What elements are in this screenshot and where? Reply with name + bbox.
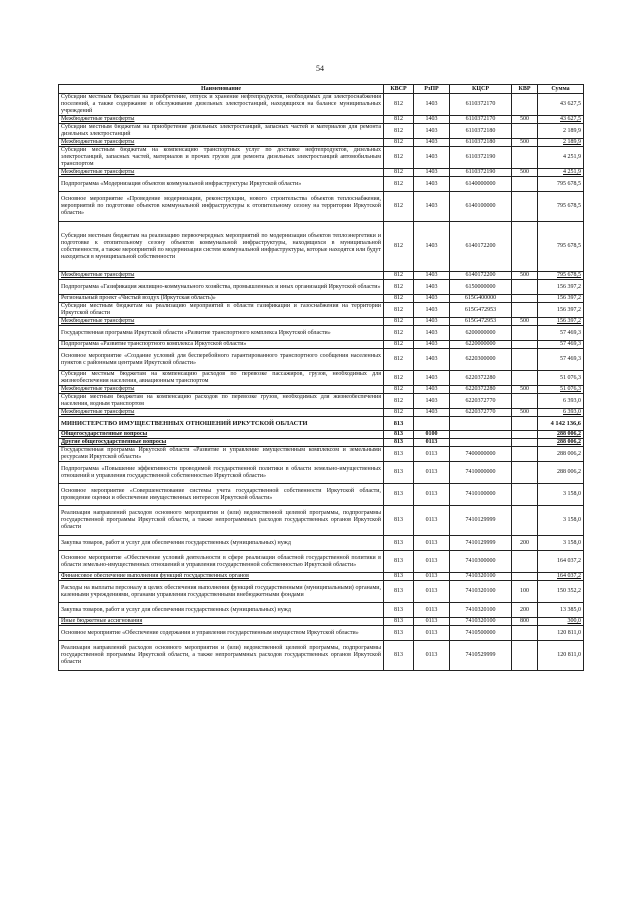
cell-name: Межбюджетные трансферты [59, 318, 384, 326]
cell-rzpr: 1403 [414, 147, 450, 169]
cell-name: Подпрограмма «Развитие транспортного комплекса Иркутской области» [59, 341, 384, 349]
table-row [59, 272, 584, 280]
header-name: Наименование [59, 85, 384, 94]
cell-kcsr: 7400000000 [450, 447, 512, 462]
cell-sum: 288 006,2 [538, 447, 584, 462]
cell-name: Межбюджетные трансферты [59, 169, 384, 177]
cell-kvsr: 813 [384, 581, 414, 603]
cell-kvr: 500 [512, 116, 538, 124]
cell-kcsr: 6220372770 [450, 409, 512, 417]
cell-sum: 795 678,5 [538, 272, 584, 280]
cell-rzpr: 1403 [414, 371, 450, 386]
cell-kvr [512, 326, 538, 341]
cell-rzpr: 1403 [414, 116, 450, 124]
cell-kvr: 500 [512, 272, 538, 280]
cell-kvr [512, 124, 538, 139]
cell-sum: 164 037,2 [538, 551, 584, 573]
cell-name: Общегосударственные вопросы [59, 431, 384, 439]
cell-kcsr: 7410320100 [450, 603, 512, 618]
cell-kvsr: 812 [384, 386, 414, 394]
cell-kvr [512, 447, 538, 462]
cell-name: Подпрограмма «Повышение эффективности проводимой государственной политики в области земельно-имущественных отношений и управления государственной собственностью Иркутской области» [59, 462, 384, 484]
table-row [59, 139, 584, 147]
cell-kvsr: 813 [384, 641, 414, 671]
cell-rzpr [414, 417, 450, 431]
table-row [59, 551, 584, 573]
table-row [59, 386, 584, 394]
cell-name: Региональный проект «Чистый воздух (Иркутская область)» [59, 295, 384, 303]
table-row [59, 581, 584, 603]
cell-kvr: 500 [512, 139, 538, 147]
cell-name: Закупка товаров, работ и услуг для обеспечения государственных (муниципальных) нужд [59, 603, 384, 618]
table-row [59, 506, 584, 536]
cell-kcsr: 6140172200 [450, 222, 512, 272]
cell-sum: 150 352,2 [538, 581, 584, 603]
cell-rzpr: 1403 [414, 280, 450, 295]
cell-sum: 156 397,2 [538, 295, 584, 303]
cell-kcsr: 7410500000 [450, 626, 512, 641]
table-row [59, 341, 584, 349]
cell-name: Подпрограмма «Газификация жилищно-коммунального хозяйства, промышленных и иных организаций Иркутской области» [59, 280, 384, 295]
cell-kcsr: 6220000000 [450, 341, 512, 349]
cell-kvsr: 813 [384, 447, 414, 462]
cell-name: Межбюджетные трансферты [59, 272, 384, 280]
cell-sum: 164 037,2 [538, 573, 584, 581]
table-row [59, 394, 584, 409]
cell-kvr: 100 [512, 581, 538, 603]
cell-rzpr: 1403 [414, 192, 450, 222]
cell-sum: 2 189,9 [538, 139, 584, 147]
cell-name: Основное мероприятие «Обеспечение условий деятельности в сфере реализации областной государственной политики в области земельно-имущественных отношений и управления государственной собственностью Иркутской области» [59, 551, 384, 573]
cell-kvr: 500 [512, 169, 538, 177]
cell-kvsr: 813 [384, 462, 414, 484]
cell-kcsr: 615G472953 [450, 303, 512, 318]
cell-sum: 3 158,0 [538, 484, 584, 506]
cell-kcsr: 7410320100 [450, 573, 512, 581]
cell-name: Основное мероприятие «Создание условий для бесперебойного гарантированного транспортного сообщения населенных пунктов с районными центрами Иркутской области» [59, 349, 384, 371]
cell-name: Субсидии местным бюджетам на реализацию первоочередных мероприятий по модернизации объектов теплоэнергетики и подготовке к отопительному сезону объектов коммунальной инфраструктуры, находящихся в муниципальной собственности, а также мероприятий по модернизации систем коммунальной инфраструктуры, которые находятся или будут находиться в муниципальной собственности [59, 222, 384, 272]
cell-kvsr: 813 [384, 626, 414, 641]
cell-name: Государственная программа Иркутской области «Развитие транспортного комплекса Иркутской области» [59, 326, 384, 341]
table-row [59, 116, 584, 124]
table-row [59, 536, 584, 551]
cell-name: Закупка товаров, работ и услуг для обеспечения государственных (муниципальных) нужд [59, 536, 384, 551]
cell-kvr [512, 641, 538, 671]
cell-rzpr: 1403 [414, 94, 450, 116]
table-row [59, 641, 584, 671]
cell-name: Субсидии местным бюджетам на приобретение дизельных электростанций, запасных частей и материалов для ремонта дизельных электростанций [59, 124, 384, 139]
cell-kvr [512, 147, 538, 169]
cell-kvsr: 813 [384, 431, 414, 439]
cell-rzpr: 0113 [414, 484, 450, 506]
cell-sum: 57 469,3 [538, 326, 584, 341]
cell-kvr [512, 371, 538, 386]
cell-sum: 51 076,3 [538, 386, 584, 394]
cell-rzpr: 1403 [414, 349, 450, 371]
cell-kvsr: 813 [384, 417, 414, 431]
cell-name: Реализация направлений расходов основного мероприятия и (или) ведомственной целевой программы, подпрограммы государственной программы Иркутской области, а также непрограммных расходов государственных органов Иркутской области [59, 506, 384, 536]
table-row [59, 177, 584, 192]
cell-kvr [512, 484, 538, 506]
cell-kcsr: 7410129999 [450, 506, 512, 536]
cell-kvr [512, 573, 538, 581]
cell-sum: 3 158,0 [538, 536, 584, 551]
cell-rzpr: 1403 [414, 326, 450, 341]
cell-rzpr: 1403 [414, 303, 450, 318]
cell-kvr [512, 626, 538, 641]
cell-name: Основное мероприятие «Совершенствование системы учета государственной собственности Иркутской области, проведение оценки и обеспечение имущественных интересов Иркутской области» [59, 484, 384, 506]
cell-name: Подпрограмма «Модернизация объектов коммунальной инфраструктуры Иркутской области» [59, 177, 384, 192]
cell-rzpr: 1403 [414, 386, 450, 394]
cell-kcsr: 7410300000 [450, 551, 512, 573]
cell-kcsr: 6220300000 [450, 349, 512, 371]
table-row [59, 371, 584, 386]
cell-rzpr: 0113 [414, 506, 450, 536]
cell-sum: 4 251,9 [538, 147, 584, 169]
cell-kvr [512, 349, 538, 371]
cell-kvsr: 812 [384, 222, 414, 272]
cell-rzpr: 0113 [414, 573, 450, 581]
table-row [59, 626, 584, 641]
table-row [59, 431, 584, 439]
header-kvr: КВР [512, 85, 538, 94]
cell-kvsr: 812 [384, 116, 414, 124]
cell-name: Расходы на выплаты персоналу в целях обеспечения выполнения функций государственными (муниципальными) органами, казенными учреждениями, органами управления государственными внебюджетными фондами [59, 581, 384, 603]
cell-kvr [512, 177, 538, 192]
cell-kvsr: 812 [384, 409, 414, 417]
table-row [59, 169, 584, 177]
cell-kcsr: 6150000000 [450, 280, 512, 295]
budget-table [58, 84, 584, 671]
header-kcsr: КЦСР [450, 85, 512, 94]
cell-kvsr: 812 [384, 341, 414, 349]
cell-name: Государственная программа Иркутской области «Развитие и управление имущественным комплексом и земельными ресурсами Иркутской области» [59, 447, 384, 462]
cell-rzpr: 0113 [414, 618, 450, 626]
cell-sum: 288 006,2 [538, 462, 584, 484]
table-row [59, 94, 584, 116]
cell-kvsr: 812 [384, 147, 414, 169]
cell-rzpr: 1403 [414, 272, 450, 280]
cell-kvsr: 812 [384, 169, 414, 177]
table-row [59, 417, 584, 431]
cell-kvsr: 812 [384, 295, 414, 303]
cell-name: Реализация направлений расходов основного мероприятия и (или) ведомственной целевой программы, подпрограммы государственной программы Иркутской области, а также непрограммных расходов государственных органов Иркутской области [59, 641, 384, 671]
table-row [59, 447, 584, 462]
cell-kcsr [450, 439, 512, 447]
table-row [59, 192, 584, 222]
cell-name: Межбюджетные трансферты [59, 409, 384, 417]
cell-kcsr [450, 431, 512, 439]
table-row [59, 462, 584, 484]
cell-sum: 51 076,3 [538, 371, 584, 386]
cell-kcsr: 7410000000 [450, 462, 512, 484]
cell-rzpr: 1403 [414, 222, 450, 272]
cell-rzpr: 0113 [414, 447, 450, 462]
table-row [59, 618, 584, 626]
table-row [59, 349, 584, 371]
cell-rzpr: 0113 [414, 439, 450, 447]
cell-rzpr: 1403 [414, 341, 450, 349]
header-kvsr: КВСР [384, 85, 414, 94]
table-row [59, 409, 584, 417]
cell-sum: 43 627,5 [538, 116, 584, 124]
table-row [59, 439, 584, 447]
cell-name: Субсидии местным бюджетам на реализацию мероприятий в области газификации и газоснабжения на территории Иркутской области [59, 303, 384, 318]
cell-kcsr: 615G472953 [450, 318, 512, 326]
cell-name: Субсидии местным бюджетам на компенсацию расходов по перевозке пассажиров, грузов, необходимых для жизнеобеспечения населения, авиационным транспортом [59, 371, 384, 386]
cell-kcsr: 6110372170 [450, 94, 512, 116]
cell-kvsr: 813 [384, 551, 414, 573]
cell-sum: 120 811,0 [538, 641, 584, 671]
cell-sum: 57 469,3 [538, 341, 584, 349]
cell-sum: 120 811,0 [538, 626, 584, 641]
cell-kcsr: 6140172200 [450, 272, 512, 280]
cell-kvsr: 813 [384, 618, 414, 626]
header-rzpr: РзПР [414, 85, 450, 94]
cell-sum: 795 678,5 [538, 177, 584, 192]
cell-name: Межбюджетные трансферты [59, 139, 384, 147]
cell-kvr: 200 [512, 536, 538, 551]
page-number: 54 [316, 64, 324, 73]
cell-name: МИНИСТЕРСТВО ИМУЩЕСТВЕННЫХ ОТНОШЕНИЙ ИРКУТСКОЙ ОБЛАСТИ [59, 417, 384, 431]
cell-sum: 795 678,5 [538, 222, 584, 272]
cell-kvr [512, 506, 538, 536]
cell-kvr [512, 280, 538, 295]
cell-kcsr: 7410100000 [450, 484, 512, 506]
cell-sum: 43 627,5 [538, 94, 584, 116]
cell-kcsr: 7410129999 [450, 536, 512, 551]
cell-name: Основное мероприятие «Обеспечение содержания и управления государственным имуществом Иркутской области» [59, 626, 384, 641]
cell-kvsr: 812 [384, 272, 414, 280]
cell-sum: 288 006,2 [538, 439, 584, 447]
cell-kvsr: 812 [384, 94, 414, 116]
cell-kvr: 800 [512, 618, 538, 626]
cell-kcsr: 6110372190 [450, 147, 512, 169]
table-row [59, 147, 584, 169]
cell-kcsr: 6140100000 [450, 192, 512, 222]
cell-kcsr: 615G400000 [450, 295, 512, 303]
cell-kvsr: 812 [384, 124, 414, 139]
cell-kvr [512, 394, 538, 409]
cell-name: Субсидии местным бюджетам на приобретение, отпуск и хранение нефтепродуктов, необходимых для электроснабжения поселений, а также содержание и обслуживание дизельных электростанций, находящихся на балансе муниципальных учреждений [59, 94, 384, 116]
cell-kcsr: 6220372770 [450, 394, 512, 409]
cell-kvr [512, 341, 538, 349]
cell-kcsr: 6220372280 [450, 386, 512, 394]
table-row [59, 484, 584, 506]
cell-kvr [512, 551, 538, 573]
cell-sum: 288 006,2 [538, 431, 584, 439]
cell-kcsr: 6110372180 [450, 124, 512, 139]
cell-kvsr: 813 [384, 439, 414, 447]
cell-kvsr: 812 [384, 303, 414, 318]
cell-name: Субсидии местным бюджетам на компенсацию расходов по перевозке грузов, необходимых для жизнеобеспечения населения, водным транспортом [59, 394, 384, 409]
cell-rzpr: 0113 [414, 641, 450, 671]
cell-rzpr: 0113 [414, 462, 450, 484]
cell-name: Основное мероприятие «Проведение модернизации, реконструкции, нового строительства объектов теплоснабжения, мероприятий по подготовке объектов коммунальной инфраструктуры к отопительному сезону на территории Иркутской области» [59, 192, 384, 222]
cell-kcsr: 6110372190 [450, 169, 512, 177]
table-header-row [59, 85, 584, 94]
cell-name: Межбюджетные трансферты [59, 116, 384, 124]
cell-kvsr: 812 [384, 177, 414, 192]
cell-rzpr: 0113 [414, 626, 450, 641]
cell-sum: 156 397,2 [538, 280, 584, 295]
cell-kvsr: 813 [384, 603, 414, 618]
table-row [59, 326, 584, 341]
cell-kvsr: 812 [384, 371, 414, 386]
cell-kcsr: 7410529999 [450, 641, 512, 671]
cell-kvsr: 812 [384, 139, 414, 147]
cell-kvr [512, 192, 538, 222]
cell-sum: 300,0 [538, 618, 584, 626]
cell-name: Другие общегосударственные вопросы [59, 439, 384, 447]
cell-kvr: 500 [512, 318, 538, 326]
cell-sum: 4 251,9 [538, 169, 584, 177]
cell-kvr [512, 222, 538, 272]
cell-rzpr: 1403 [414, 318, 450, 326]
cell-kvsr: 812 [384, 280, 414, 295]
cell-kcsr: 7410320100 [450, 581, 512, 603]
cell-kvr: 500 [512, 386, 538, 394]
cell-kcsr: 6110372170 [450, 116, 512, 124]
cell-rzpr: 1403 [414, 394, 450, 409]
cell-kvsr: 813 [384, 573, 414, 581]
table-row [59, 303, 584, 318]
cell-rzpr: 0113 [414, 603, 450, 618]
cell-sum: 795 678,5 [538, 192, 584, 222]
cell-name: Финансовое обеспечение выполнения функций государственных органов [59, 573, 384, 581]
cell-sum: 156 397,2 [538, 303, 584, 318]
cell-kvsr: 812 [384, 192, 414, 222]
cell-kvr [512, 417, 538, 431]
table-row [59, 318, 584, 326]
cell-sum: 6 393,0 [538, 394, 584, 409]
cell-kcsr [450, 417, 512, 431]
cell-kvsr: 812 [384, 326, 414, 341]
cell-rzpr: 1403 [414, 139, 450, 147]
cell-name: Субсидии местным бюджетам на компенсацию транспортных услуг по доставке нефтепродуктов, дизельных электростанций, запасных частей, материалов и прочих грузов для ремонта дизельных электростанций автомобильным транспортом [59, 147, 384, 169]
cell-kvr: 500 [512, 409, 538, 417]
cell-kvsr: 812 [384, 394, 414, 409]
table-row [59, 280, 584, 295]
cell-sum: 57 469,3 [538, 349, 584, 371]
cell-name: Межбюджетные трансферты [59, 386, 384, 394]
cell-kcsr: 7410320100 [450, 618, 512, 626]
cell-kvr [512, 295, 538, 303]
cell-kvr: 200 [512, 603, 538, 618]
cell-kvsr: 813 [384, 484, 414, 506]
cell-kvsr: 812 [384, 318, 414, 326]
cell-sum: 6 393,0 [538, 409, 584, 417]
header-sum: Сумма [538, 85, 584, 94]
table-row [59, 603, 584, 618]
cell-kvr [512, 303, 538, 318]
cell-rzpr: 1403 [414, 295, 450, 303]
cell-rzpr: 1403 [414, 177, 450, 192]
cell-sum: 13 385,0 [538, 603, 584, 618]
cell-rzpr: 1403 [414, 409, 450, 417]
cell-kvsr: 813 [384, 536, 414, 551]
table-row [59, 295, 584, 303]
cell-sum: 4 142 136,6 [538, 417, 584, 431]
cell-sum: 3 158,0 [538, 506, 584, 536]
cell-rzpr: 0113 [414, 581, 450, 603]
table-row [59, 573, 584, 581]
cell-rzpr: 0113 [414, 536, 450, 551]
cell-kvsr: 813 [384, 506, 414, 536]
table-row [59, 222, 584, 272]
cell-kvr [512, 462, 538, 484]
cell-rzpr: 1403 [414, 169, 450, 177]
cell-rzpr: 0113 [414, 551, 450, 573]
cell-kvr [512, 94, 538, 116]
cell-kvr [512, 439, 538, 447]
cell-kvr [512, 431, 538, 439]
cell-name: Иные бюджетные ассигнования [59, 618, 384, 626]
cell-kcsr: 6220372280 [450, 371, 512, 386]
cell-kcsr: 6200000000 [450, 326, 512, 341]
cell-rzpr: 0100 [414, 431, 450, 439]
cell-rzpr: 1403 [414, 124, 450, 139]
cell-kcsr: 6110372180 [450, 139, 512, 147]
cell-kvsr: 812 [384, 349, 414, 371]
cell-sum: 2 189,9 [538, 124, 584, 139]
table-row [59, 124, 584, 139]
cell-kcsr: 6140000000 [450, 177, 512, 192]
cell-sum: 156 397,2 [538, 318, 584, 326]
